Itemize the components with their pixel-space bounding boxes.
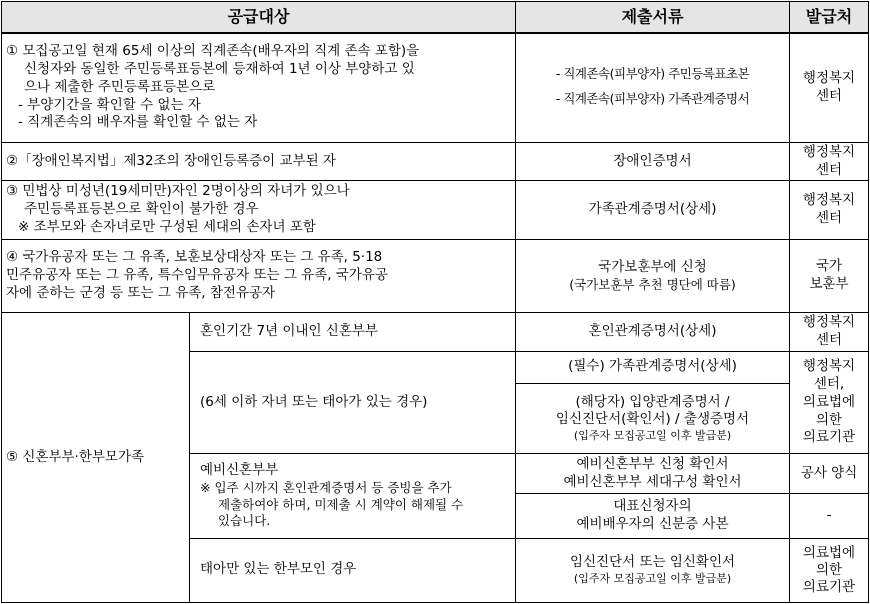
row5-sub4-issuer xyxy=(790,538,869,602)
row5-sub4-doc-line1: 임신진단서 또는 임신확인서 xyxy=(569,554,736,571)
row5-sub4-documents xyxy=(516,538,790,602)
header-issuer: 발급처 xyxy=(790,2,869,33)
row5-sub3-doc-a xyxy=(516,454,790,494)
row5-sub2-issuer-line3: 의료법에 xyxy=(802,393,856,410)
row5-sub2-doc-b-line2: 임신진단서(확인서) / 출생증명서 xyxy=(555,411,750,428)
row5-sub4-issuer-line1: 의료법에 xyxy=(802,545,856,561)
row4-line3: 자에 준하는 군경 등 또는 그 유족, 참전유공자 xyxy=(6,284,276,301)
row5-sub1-target: 혼인기간 7년 이내인 신혼부부 xyxy=(190,313,516,352)
row5-sub3-issuer-b: - xyxy=(790,494,869,538)
row1-target xyxy=(2,33,516,143)
row5-sub3-note-line3: 있습니다. xyxy=(218,513,271,529)
header-documents: 제출서류 xyxy=(516,2,790,33)
row5-sub4-issuer-line2: 의한 xyxy=(815,561,843,578)
supply-target-table xyxy=(1,1,869,603)
row3-target xyxy=(2,181,516,239)
table-row-1 xyxy=(2,33,869,143)
header-row xyxy=(2,2,869,33)
row4-documents xyxy=(516,239,790,312)
row5-sub3-doc-b xyxy=(516,494,790,538)
row1-issuer-line2: 센터 xyxy=(815,87,843,104)
row4-target xyxy=(2,239,516,312)
row5-sub3-issuer-a: 공사 양식 xyxy=(790,454,869,494)
row5-sub2-issuer-line2: 센터, xyxy=(813,375,845,392)
row5-sub4-target: 태아만 있는 한부모인 경우 xyxy=(190,538,516,602)
row5-sub3-note-line2: 제출하여야 하며, 미제출 시 계약이 해제될 수 xyxy=(218,496,464,512)
row2-documents: 장애인증명서 xyxy=(516,142,790,181)
row5-sub3-title: 예비신혼부부 xyxy=(200,462,279,479)
table-row-5-sub1 xyxy=(2,313,869,352)
row5-sub1-issuer xyxy=(790,313,869,352)
row2-issuer-line2: 센터 xyxy=(815,161,843,178)
row5-sub3-doc-b-line2: 예비배우자의 신분증 사본 xyxy=(576,516,729,533)
row4-doc-line1: 국가보훈부에 신청 xyxy=(598,258,707,275)
row3-issuer xyxy=(790,181,869,239)
row5-sub2-doc-b-note: (입주자 모집공고일 이후 발급분) xyxy=(573,429,732,443)
row1-issuer-line1: 행정복지 xyxy=(802,69,856,86)
row3-issuer-line1: 행정복지 xyxy=(802,192,856,209)
row1-documents xyxy=(516,33,790,143)
row5-sub2-doc-a: (필수) 가족관계증명서(상세) xyxy=(516,351,790,383)
row2-target: ②「장애인복지법」제32조의 장애인등록증이 교부된 자 xyxy=(2,142,516,181)
table-row-2 xyxy=(2,142,869,181)
row1-doc1: - 직계존속(피부양자) 주민등록표초본 xyxy=(555,66,750,82)
row5-sub3-note-line1: ※ 입주 시까지 혼인관계증명서 등 증빙을 추가 xyxy=(200,480,452,496)
row2-issuer-line1: 행정복지 xyxy=(802,143,856,160)
row5-sub2-issuer-line5: 의료기관 xyxy=(802,429,856,446)
header-target: 공급대상 xyxy=(2,2,516,33)
row5-sub3-doc-a-line1: 예비신혼부부 신청 확인서 xyxy=(576,456,729,473)
row5-sub1-issuer-line1: 행정복지 xyxy=(802,314,856,331)
row5-sub2-issuer xyxy=(790,351,869,453)
row3-line3: ※ 조부모와 손자녀로만 구성된 세대의 손자녀 포함 xyxy=(18,218,316,235)
row5-sub2-doc-b-line1: (해당자) 입양관계증명서 / xyxy=(575,393,730,410)
row3-issuer-line2: 센터 xyxy=(815,210,843,227)
row5-sub2-target: (6세 이하 자녀 또는 태아가 있는 경우) xyxy=(190,351,516,453)
row4-doc-line2: (국가보훈부 추천 명단에 따름) xyxy=(569,276,736,292)
table-row-4 xyxy=(2,239,869,312)
row3-line1: ③ 민법상 미성년(19세미만)자인 2명이상의 자녀가 있으나 xyxy=(6,183,350,200)
row4-line2: 민주유공자 또는 그 유족, 특수임무유공자 또는 그 유족, 국가유공 xyxy=(6,266,388,283)
row1-doc2: - 직계존속(피부양자) 가족관계증명서 xyxy=(555,90,750,106)
row1-line3: 으나 제출한 주민등록표등본으로 xyxy=(24,78,216,95)
row5-sub3-doc-a-line2: 예비신혼부부 세대구성 확인서 xyxy=(563,473,742,490)
row4-issuer-line2: 보훈부 xyxy=(809,275,849,292)
row3-documents: 가족관계증명서(상세) xyxy=(516,181,790,239)
row5-sub4-issuer-line3: 의료기관 xyxy=(802,578,856,595)
row5-sub2-doc-b xyxy=(516,383,790,453)
row5-sub4-doc-note: (입주자 모집공고일 이후 발급분) xyxy=(573,571,732,585)
row4-issuer-line1: 국가 xyxy=(815,258,843,275)
row5-category: ⑤ 신혼부부·한부모가족 xyxy=(2,313,190,603)
row1-line5: - 직계존속의 배우자를 확인할 수 없는 자 xyxy=(18,114,258,131)
row1-line4: - 부양기간을 확인할 수 없는 자 xyxy=(18,96,201,113)
row5-sub3-target xyxy=(190,454,516,538)
row3-line2: 주민등록표등본으로 확인이 불가한 경우 xyxy=(24,201,259,218)
row5-sub2-issuer-line1: 행정복지 xyxy=(802,357,856,374)
table-row-3 xyxy=(2,181,869,239)
row5-sub2-issuer-line4: 의한 xyxy=(815,411,843,428)
row2-issuer xyxy=(790,142,869,181)
row5-sub1-documents: 혼인관계증명서(상세) xyxy=(516,313,790,352)
row5-sub3-doc-b-line1: 대표신청자의 xyxy=(613,498,692,515)
row1-line1: ① 모집공고일 현재 65세 이상의 직계존속(배우자의 직계 존속 포함)을 xyxy=(6,43,420,60)
row1-line2: 신청자와 동일한 주민등록표등본에 등재하여 1년 이상 부양하고 있 xyxy=(24,60,415,77)
row4-line1: ④ 국가유공자 또는 그 유족, 보훈보상대상자 또는 그 유족, 5·18 xyxy=(6,249,383,266)
row5-sub1-issuer-line2: 센터 xyxy=(815,331,843,348)
row4-issuer xyxy=(790,239,869,312)
row1-issuer xyxy=(790,33,869,143)
